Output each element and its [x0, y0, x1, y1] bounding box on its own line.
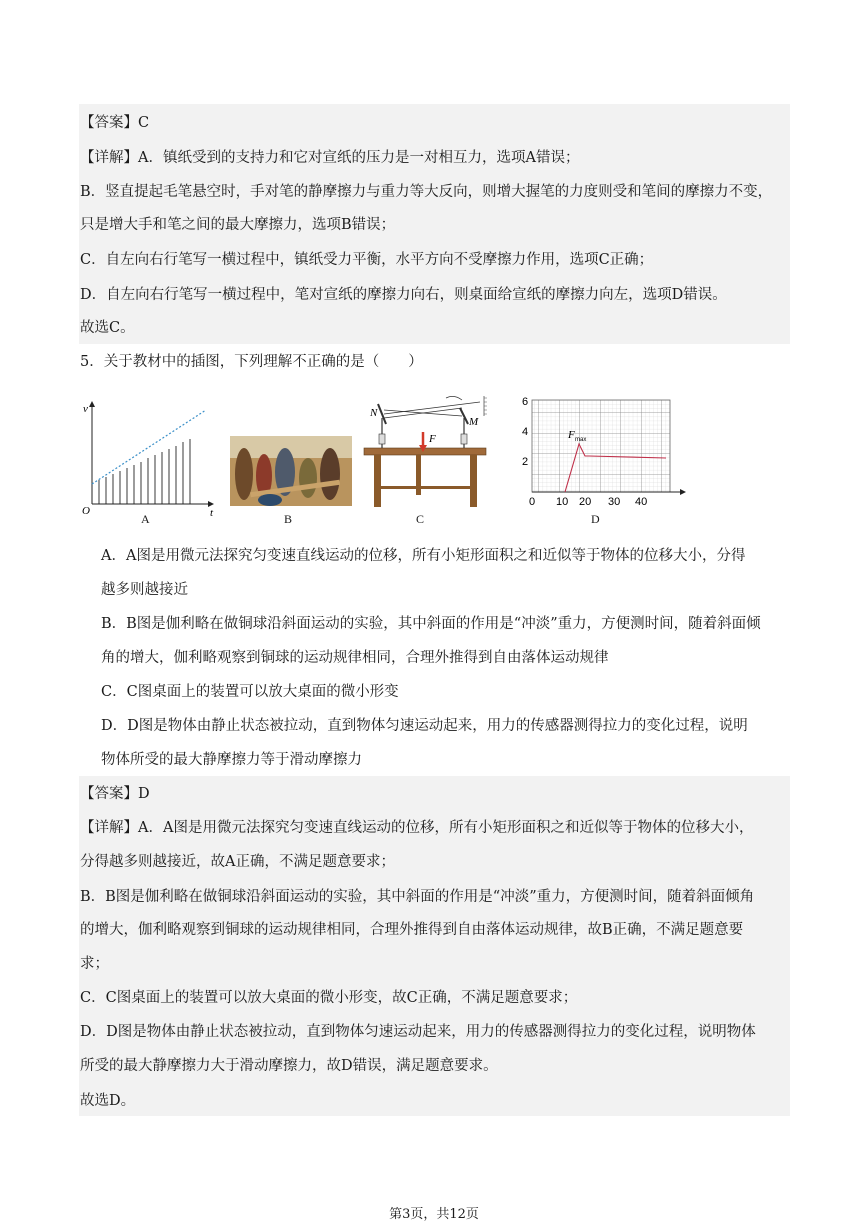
option-b-cont: 角的增大，伽利略观察到铜球的运动规律相同，合理外推得到自由落体运动规律: [101, 650, 609, 666]
n-label: N: [370, 407, 378, 419]
explanation-line: 故选D。: [80, 1093, 136, 1109]
y-tick: 2: [522, 456, 529, 468]
option-c: C．C图桌面上的装置可以放大桌面的微小形变: [101, 684, 399, 700]
question-stem: 5．关于教材中的插图，下列理解不正确的是（ ）: [80, 354, 423, 370]
answer-label: 【答案】D: [80, 786, 150, 802]
y-tick: 4: [522, 426, 529, 438]
explanation-line: C．自左向右行笔写一横过程中，镇纸受力平衡，水平方向不受摩擦力作用，选项C正确；: [80, 252, 654, 268]
figure-d-force-graph: [518, 392, 690, 510]
explanation-line: 【详解】A．镇纸受到的支持力和它对宣纸的压力是一对相互力，选项A错误；: [80, 150, 580, 166]
explanation-line: 分得越多则越接近，故A正确，不满足题意要求；: [80, 854, 395, 870]
x-tick: 40: [635, 496, 648, 508]
m-label: M: [469, 416, 479, 428]
origin-label: O: [82, 505, 90, 517]
option-a-cont: 越多则越接近: [101, 582, 188, 598]
explanation-line: B．B图是伽利略在做铜球沿斜面运动的实验，其中斜面的作用是“冲淡”重力，方便测时间，随着斜面倾角: [80, 889, 755, 905]
explanation-line: 【详解】A．A图是用微元法探究匀变速直线运动的位移，所有小矩形面积之和近似等于物体的位移大小，: [80, 820, 754, 836]
figure-a-label: A: [141, 512, 150, 526]
fmax-subscript: max: [575, 437, 587, 443]
y-tick: 6: [522, 396, 529, 408]
f-label: F: [429, 433, 436, 445]
fmax-label: F: [568, 429, 575, 441]
answer-label: 【答案】C: [80, 115, 150, 131]
t-axis-label: t: [210, 507, 214, 519]
figure-b-galileo-painting: [230, 436, 352, 506]
figure-d-label: D: [591, 512, 600, 526]
figure-c-label: C: [416, 512, 425, 526]
explanation-line: 故选C。: [80, 320, 135, 336]
explanation-line: D．自左向右行笔写一横过程中，笔对宣纸的摩擦力向右，则桌面给宣纸的摩擦力向左，选项D错误。: [80, 287, 727, 303]
option-d-cont: 物体所受的最大静摩擦力等于滑动摩擦力: [101, 752, 362, 768]
explanation-line: D．D图是物体由静止状态被拉动，直到物体匀速运动起来，用力的传感器测得拉力的变化过程，说明物体: [80, 1024, 756, 1040]
option-a: A．A图是用微元法探究匀变速直线运动的位移，所有小矩形面积之和近似等于物体的位移大小，分得: [101, 548, 746, 564]
x-tick: 0: [529, 496, 536, 508]
explanation-line: 求；: [80, 956, 109, 972]
explanation-line: 的增大，伽利略观察到铜球的运动规律相同，合理外推得到自由落体运动规律，故B正确，不满足题意要: [80, 922, 744, 938]
page-footer: 第3页，共12页: [389, 1207, 479, 1222]
v-axis-label: v: [83, 403, 88, 415]
x-tick: 20: [579, 496, 592, 508]
x-tick: 10: [556, 496, 569, 508]
x-tick: 30: [608, 496, 621, 508]
option-d: D．D图是物体由静止状态被拉动，直到物体匀速运动起来，用力的传感器测得拉力的变化过程，说明: [101, 718, 748, 734]
explanation-line: C．C图桌面上的装置可以放大桌面的微小形变，故C正确，不满足题意要求；: [80, 990, 578, 1006]
figure-a-vt-graph: [80, 396, 220, 526]
explanation-line: 所受的最大静摩擦力大于滑动摩擦力，故D错误，满足题意要求。: [80, 1058, 498, 1074]
explanation-line: B．竖直提起毛笔悬空时，手对笔的静摩擦力与重力等大反向，则增大握笔的力度则受和笔间的摩擦力不变，: [80, 184, 773, 200]
option-b: B．B图是伽利略在做铜球沿斜面运动的实验，其中斜面的作用是“冲淡”重力，方便测时间，随着斜面倾: [101, 616, 761, 632]
figure-c-table-apparatus: [360, 394, 490, 509]
figure-b-label: B: [284, 512, 293, 526]
explanation-line: 只是增大手和笔之间的最大摩擦力，选项B错误；: [80, 217, 396, 233]
